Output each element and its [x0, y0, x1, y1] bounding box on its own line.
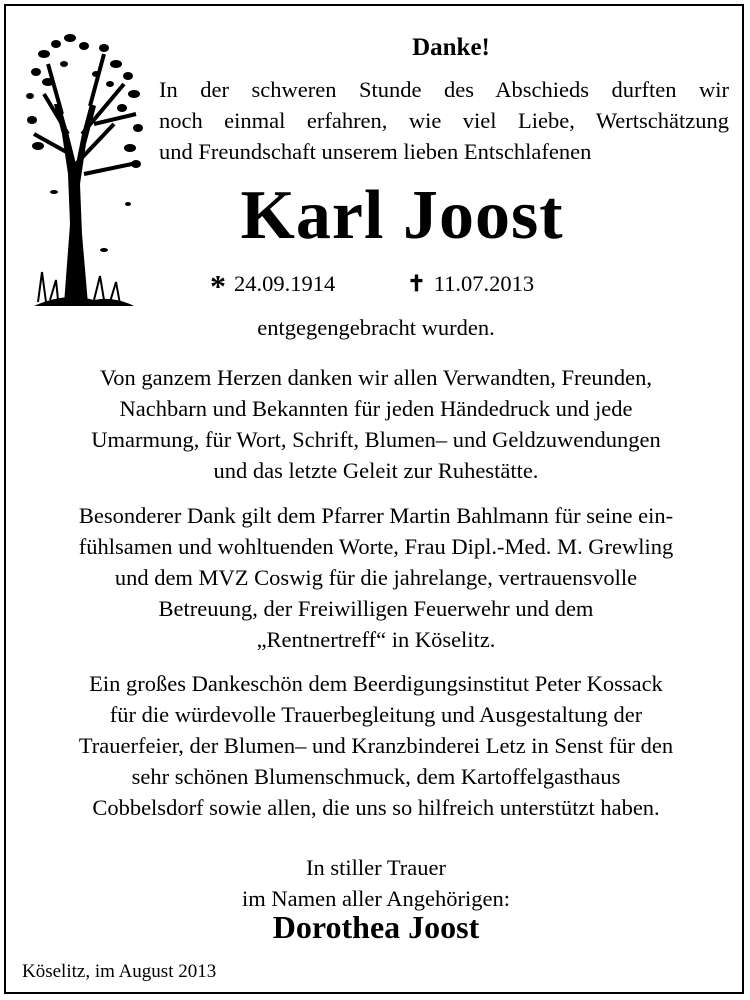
- paragraph-line: Nachbarn und Bekannten für jeden Händedruck und jede: [119, 396, 633, 421]
- signer-name: Dorothea Joost: [272, 909, 480, 945]
- closing-text: [6, 852, 746, 914]
- paragraph-line: Ein großes Dankeschön dem Beerdigungsinstitut Peter Kossack: [89, 671, 663, 696]
- life-dates: [210, 268, 534, 305]
- birth-date: 24.09.1914: [234, 271, 336, 296]
- death-date: 11.07.2013: [433, 271, 535, 296]
- thanks-heading: Danke!: [412, 34, 490, 61]
- closing-line: im Namen aller Angehörigen:: [241, 886, 511, 911]
- thanks-paragraph-3: [26, 668, 726, 823]
- paragraph-line: Besonderer Dank gilt dem Pfarrer Martin Bahlmann für seine ein-: [78, 503, 674, 528]
- tree-icon: [24, 24, 148, 314]
- paragraph-line: fühlsamen und wohltuenden Worte, Frau Dipl.-Med. M. Grewling: [78, 534, 674, 559]
- death-cross-icon: ✝: [407, 271, 426, 296]
- intro-text: [159, 74, 729, 167]
- intro-line-last: und Freundschaft unserem lieben Entschlafenen: [159, 139, 592, 164]
- intro-continuation: entgegengebracht wurden.: [257, 315, 495, 340]
- closing-line: In stiller Trauer: [306, 855, 446, 880]
- paragraph-line: und das letzte Geleit zur Ruhestätte.: [213, 458, 539, 483]
- deceased-name: Karl Joost: [240, 177, 564, 254]
- paragraph-line: Umarmung, für Wort, Schrift, Blumen– und Geldzuwendungen: [91, 427, 661, 452]
- paragraph-line: „Rentnertreff“ in Köselitz.: [256, 627, 496, 652]
- obituary-notice: [4, 4, 744, 994]
- paragraph-line: Trauerfeier, der Blumen– und Kranzbinderei Letz in Senst für den: [78, 733, 674, 758]
- paragraph-line: Von ganzem Herzen danken wir allen Verwandten, Freunden,: [99, 365, 653, 390]
- paragraph-line: und dem MVZ Coswig für die jahrelange, vertrauensvolle: [114, 565, 638, 590]
- place-date: Köselitz, im August 2013: [22, 961, 217, 982]
- intro-line: In der schweren Stunde des Abschieds durften wir: [159, 77, 729, 102]
- paragraph-line: Cobbelsdorf sowie allen, die uns so hilfreich unterstützt haben.: [92, 795, 660, 820]
- intro-line: noch einmal erfahren, wie viel Liebe, Wertschätzung: [159, 108, 729, 133]
- paragraph-line: für die würdevolle Trauerbegleitung und Ausgestaltung der: [109, 702, 643, 727]
- thanks-paragraph-1: [26, 362, 726, 486]
- paragraph-line: sehr schönen Blumenschmuck, dem Kartoffelgasthaus: [131, 764, 621, 789]
- birth-star-icon: *: [210, 268, 226, 304]
- paragraph-line: Betreuung, der Freiwilligen Feuerwehr und dem: [158, 596, 594, 621]
- thanks-paragraph-2: [26, 500, 726, 655]
